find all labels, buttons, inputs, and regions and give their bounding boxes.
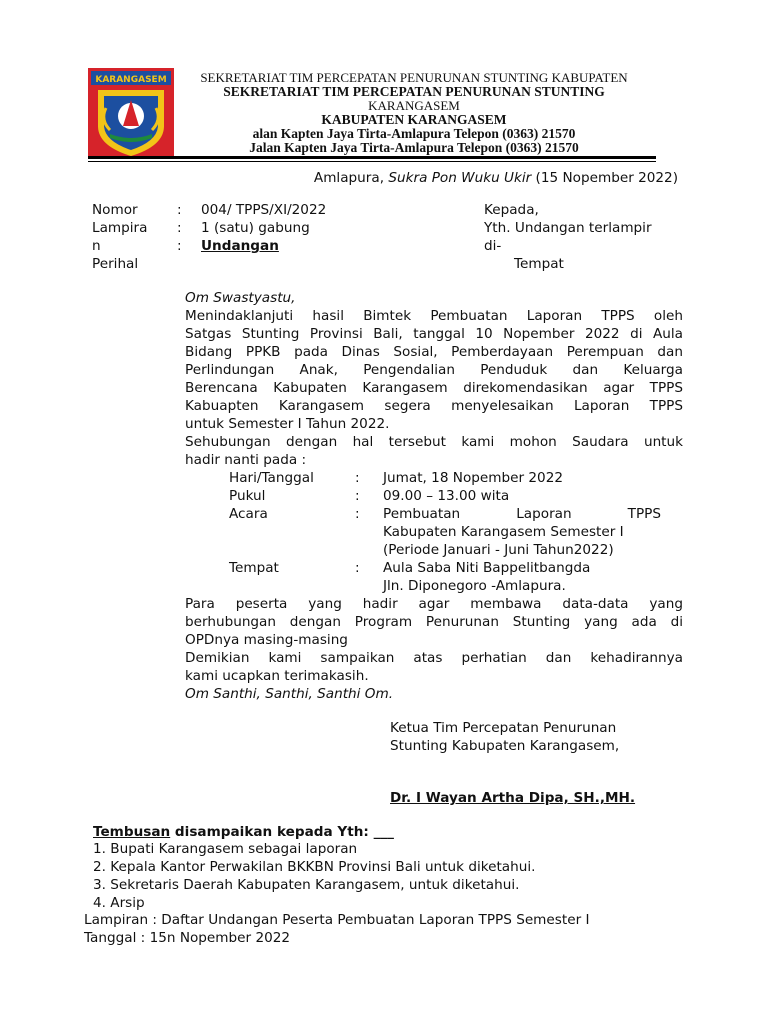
paragraph-1-line-4: Perlindungan Anak, Pengendalian Penduduk dan Keluarga — [185, 362, 683, 378]
paragraph-4-line-2: kami ucapkan terimakasih. — [185, 668, 369, 684]
pukul-value: 09.00 – 13.00 wita — [383, 488, 510, 504]
signature-title-line-2: Stunting Kabupaten Karangasem, — [390, 738, 620, 754]
lampiran-value: 1 (satu) gabung — [201, 220, 310, 236]
lampiran-label-wrap: n — [92, 238, 101, 254]
pukul-label: Pukul — [229, 488, 266, 504]
recipient-yth: Yth. Undangan terlampir — [484, 220, 652, 236]
nomor-value: 004/ TPPS/XI/2022 — [201, 202, 327, 218]
tembusan-item: 3. Sekretaris Daerah Kabupaten Karangasem, untuk diketahui. — [93, 877, 520, 893]
perihal-value: Undangan — [201, 238, 279, 254]
acara-colon: : — [355, 506, 360, 522]
paragraph-4-line-1: Demikian kami sampaikan atas perhatian dan kehadirannya — [185, 650, 683, 666]
acara-label: Acara — [229, 506, 268, 522]
recipient-kepada: Kepada, — [484, 202, 539, 218]
acara-value-line-3: (Periode Januari - Juni Tahun2022) — [383, 542, 614, 558]
paragraph-3-line-3: OPDnya masing-masing — [185, 632, 348, 648]
letterhead-address-1: alan Kapten Jaya Tirta-Amlapura Telepon (0363) 21570 — [252, 126, 576, 141]
lampiran-colon: : — [177, 220, 182, 236]
tempat-value-line-2: Jln. Diponegoro -Amlapura. — [383, 578, 566, 594]
letterhead-line-2: SEKRETARIAT TIM PERCEPATAN PENURUNAN STUNTING — [223, 84, 605, 99]
paragraph-3-line-1: Para peserta yang hadir agar membawa data-data yang — [185, 596, 683, 612]
paragraph-2-line-2: hadir nanti pada : — [185, 452, 307, 468]
letterhead-address-2: Jalan Kapten Jaya Tirta-Amlapura Telepon (0363) 21570 — [249, 140, 579, 155]
lampiran-label: Lampira — [92, 220, 148, 236]
hari-label: Hari/Tanggal — [229, 470, 314, 486]
perihal-colon: : — [177, 238, 182, 254]
paragraph-1-line-1: Menindaklanjuti hasil Bimtek Pembuatan Laporan TPPS oleh — [185, 308, 683, 324]
paragraph-3-line-2: berhubungan dengan Program Penurunan Stunting yang ada di — [185, 614, 683, 630]
logo-text: KARANGASEM — [95, 75, 167, 85]
pukul-colon: : — [355, 488, 360, 504]
letterhead-line-3: KARANGASEM — [368, 98, 460, 113]
paragraph-1-line-5: Berencana Kabupaten Karangasem direkomendasikan agar TPPS — [185, 380, 683, 396]
acara-value-line-1: Pembuatan Laporan TPPS — [383, 506, 661, 522]
nomor-colon: : — [177, 202, 182, 218]
paragraph-1-line-2: Satgas Stunting Provinsi Bali, tanggal 10 Nopember 2022 di Aula — [185, 326, 683, 342]
letterhead-rule-thick — [88, 156, 656, 159]
lampiran-footer-line-1: Lampiran : Daftar Undangan Peserta Pembuatan Laporan TPPS Semester I — [84, 912, 590, 928]
letter-date: Amlapura, Sukra Pon Wuku Ukir (15 Nopember 2022) — [313, 170, 678, 186]
signatory-name: Dr. I Wayan Artha Dipa, SH.,MH. — [390, 790, 636, 806]
nomor-label: Nomor — [92, 202, 138, 218]
tempat-label: Tempat — [229, 560, 279, 576]
perihal-label: Perihal — [92, 256, 139, 272]
letterhead-line-4: KABUPATEN KARANGASEM — [321, 112, 507, 127]
hari-colon: : — [355, 470, 360, 486]
acara-value-line-2: Kabupaten Karangasem Semester I — [383, 524, 624, 540]
tembusan-item: 4. Arsip — [93, 895, 145, 911]
paragraph-2-line-1: Sehubungan dengan hal tersebut kami mohon Saudara untuk — [185, 434, 683, 450]
letterhead-line-1: SEKRETARIAT TIM PERCEPATAN PENURUNAN STUNTING KABUPATEN — [200, 70, 628, 85]
tempat-value-line-1: Aula Saba Niti Bappelitbangda — [383, 560, 591, 576]
closing-salutation: Om Santhi, Santhi, Santhi Om. — [185, 686, 394, 702]
tembusan-item: 2. Kepala Kantor Perwakilan BKKBN Provinsi Bali untuk diketahui. — [93, 859, 536, 875]
lampiran-footer-line-2: Tanggal : 15n Nopember 2022 — [84, 930, 291, 946]
greeting: Om Swastyastu, — [185, 290, 296, 306]
recipient-tempat: Tempat — [514, 256, 564, 272]
tempat-colon: : — [355, 560, 360, 576]
hari-value: Jumat, 18 Nopember 2022 — [383, 470, 564, 486]
letterhead-rule-thin — [88, 161, 656, 162]
paragraph-1-line-6: Kabuapten Karangasem segera menyelesaikan Laporan TPPS — [185, 398, 683, 414]
paragraph-1-line-3: Bidang PPKB pada Dinas Sosial, Pemberdayaan Perempuan dan — [185, 344, 683, 360]
tembusan-item: 1. Bupati Karangasem sebagai laporan — [93, 841, 358, 857]
signature-title-line-1: Ketua Tim Percepatan Penurunan — [390, 720, 617, 736]
recipient-di: di- — [484, 238, 502, 254]
paragraph-1-line-7: untuk Semester I Tahun 2022. — [185, 416, 390, 432]
tembusan-heading: Tembusan disampaikan kepada Yth: ___ — [93, 824, 394, 840]
